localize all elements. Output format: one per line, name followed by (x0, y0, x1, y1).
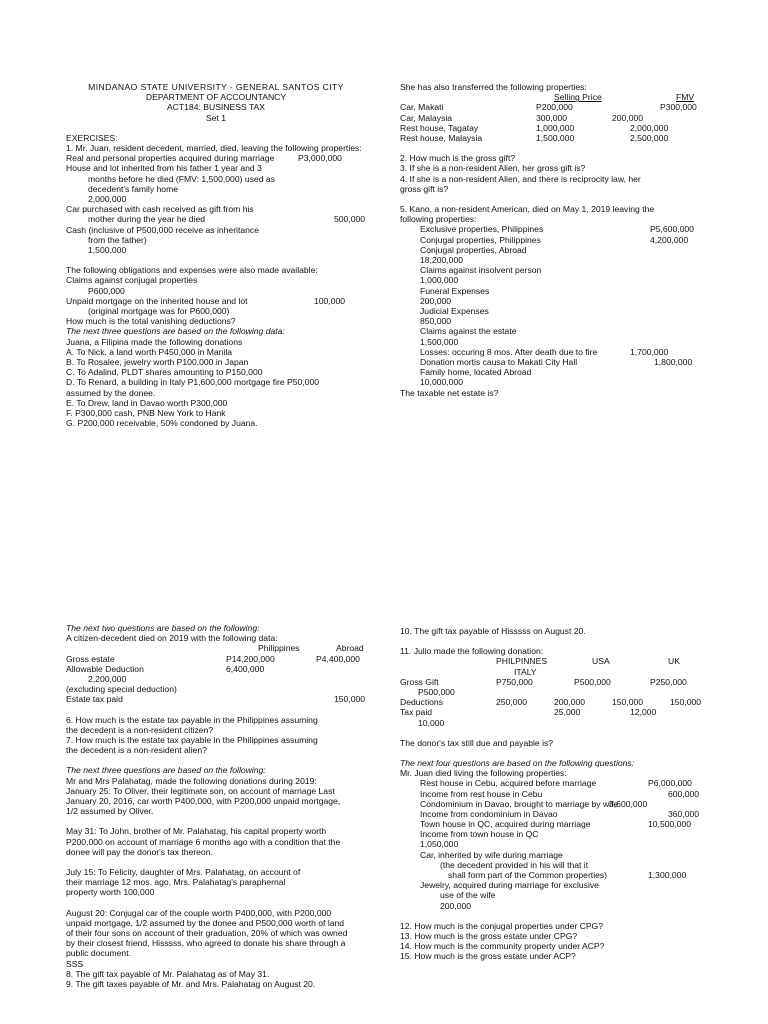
julio-value: 150,000 (612, 697, 644, 708)
kano-label: Losses: occuring 8 mos. After death due to fire (420, 346, 598, 357)
citizen-row (66, 664, 371, 674)
juan2-label: Car, inherited by wife during marriage (420, 849, 563, 860)
kano-value: P5,600,000 (650, 224, 694, 235)
q1-p4-line: Cash (inclusive of P500,000 receive as inheritance (66, 224, 259, 235)
q1-p1-value: P3,000,000 (298, 153, 342, 164)
julio-uk-header: UK (668, 656, 680, 667)
palahatag-paragraph: of their four sons on account of their graduation, 20% of which was owned (66, 928, 348, 939)
kano-label: Claims against the estate (420, 326, 517, 337)
palahatag-paragraph: P200,000 on account of marriage 6 months ago with a condition that the (66, 836, 341, 847)
palahatag-paragraph: August 20: Conjugal car of the couple worth P400,000, with P200,000 (66, 907, 332, 918)
palahatag-paragraph: their marriage 12 mos. ago, Mrs. Palahatag's paraphernal (66, 877, 286, 888)
kano-value: 850,000 (420, 316, 452, 327)
julio-italy-header: ITALY (514, 666, 537, 677)
kano-label: Conjugal properties, Philippines (420, 234, 541, 245)
transfer-label: Rest house, Malaysia (400, 132, 483, 143)
transfer-selling-price: P200,000 (536, 102, 573, 113)
citizen-line: A citizen-decedent died on 2019 with the following data: (66, 633, 278, 644)
julio-question: The donor's tax still due and payable is? (400, 737, 554, 748)
course-title: ACT184: BUSINESS TAX (166, 102, 266, 113)
sss-text: SSS (66, 958, 84, 969)
julio-row (400, 697, 712, 707)
citizen-row (66, 654, 371, 664)
citizen-label: Estate tax paid (66, 694, 123, 705)
transfer-selling-price: 300,000 (536, 112, 568, 123)
julio-intro: 11. Julio made the following donation: (400, 646, 544, 657)
q1-p3-value: 500,000 (334, 214, 366, 225)
juan2-value: 1,300,000 (648, 870, 687, 881)
juan2-value: 360,000 (668, 808, 700, 819)
q1-p4-value: 1,500,000 (88, 245, 127, 256)
question-15: 15. How much is the gross estate under ACP? (400, 951, 576, 962)
palahatag-paragraph: January 25: To Oliver, their legitimate son, on account of marriage Last (66, 785, 335, 796)
kano-intro: 5. Kano, a non-resident American, died on May 1, 2019 leaving the (400, 203, 655, 214)
philippines-header: Philippines (258, 643, 300, 654)
juana-item-g: G. P200,000 receivable, 50% condoned by Juana. (66, 418, 258, 429)
question-12: 12. How much is the conjugal properties under CPG? (400, 920, 604, 931)
julio-row (400, 677, 712, 687)
q1-o1-value: P600,000 (88, 285, 125, 296)
juan2-value: 1,050,000 (420, 839, 459, 850)
juan2-row (400, 799, 712, 809)
juan2-label: (the decedent provided in his will that it (440, 859, 589, 870)
citizen-abroad-value: P4,400,000 (316, 653, 360, 664)
q1-property-row (66, 153, 366, 163)
kano-label: Judicial Expenses (420, 305, 489, 316)
kano-value: 10,000,000 (420, 377, 464, 388)
juana-item-b: B. To Rosalee, jewelry worth P100,000 in Japan (66, 357, 249, 368)
juan2-label: Condominium in Davao, brought to marriage by wife (420, 798, 619, 809)
q1-p3-line: mother during the year he died (88, 214, 206, 225)
julio-row (400, 707, 712, 717)
julio-row (400, 687, 712, 697)
palahatag-paragraph: May 31: To John, brother of Mr. Palahatag, his capital property worth (66, 826, 327, 837)
kano-label: Family home, located Abroad (420, 367, 532, 378)
kano-row (400, 235, 710, 245)
transfer-fmv: 2,500,000 (630, 132, 669, 143)
juan2-label: shall form part of the Common properties) (448, 870, 608, 881)
set-label: Set 1 (205, 112, 227, 123)
citizen-ph-value: P14,200,000 (226, 653, 275, 664)
julio-ph-header: PHILPINNES (496, 656, 548, 667)
q1-oblig-intro: The following obligations and expenses were also made available: (66, 265, 318, 276)
fmv-header: FMV (676, 92, 695, 103)
abroad-header: Abroad (336, 643, 364, 654)
kano-value: 4,200,000 (650, 234, 689, 245)
citizen-intro (66, 623, 371, 633)
juana-item-a: A. To Nick, a land worth P450,000 in Manila (66, 346, 233, 357)
q1-oblig-row (66, 296, 366, 306)
exercises-heading: EXERCISES: (66, 132, 118, 143)
transfer-fmv: P300,000 (660, 102, 697, 113)
transfer-selling-price: 1,000,000 (536, 122, 575, 133)
top-left-column (66, 82, 366, 428)
kano-value: 1,700,000 (630, 346, 669, 357)
juan2-row (400, 819, 712, 829)
juan2-label: Income from condominium in Davao (420, 808, 558, 819)
transfer-row (400, 113, 710, 123)
q1-question: How much is the total vanishing deductions? (66, 316, 236, 327)
top-right-column (400, 82, 710, 398)
kano-value: 1,800,000 (654, 356, 693, 367)
question-2: 2. How much is the gross gift? (400, 153, 516, 164)
citizen-label: Gross estate (66, 653, 115, 664)
palahatag-paragraph: property worth 100,000 (66, 887, 155, 898)
juan2-value: 10,500,000 (648, 819, 692, 830)
juan2-label: Jewelry, acquired during marriage for exclusive (420, 880, 599, 891)
kano-label: Claims against insolvent person (420, 265, 542, 276)
juan2-value: 3,600,000 (609, 798, 648, 809)
julio-label: Tax paid (400, 707, 433, 718)
university-name: MINDANAO STATE UNIVERSITY - GENERAL SANTOS CITY (88, 82, 344, 92)
q1-p2-line: months before he died (FMV: 1,500,000) used as (88, 173, 275, 184)
juan2-label: Income from rest house in Cebu (420, 788, 543, 799)
julio-value: P250,000 (650, 676, 687, 687)
palahatag-paragraph: 1/2 assumed by Oliver. (66, 806, 154, 817)
q1-intro: 1. Mr. Juan, resident decedent, married, died, leaving the following properties: (66, 143, 362, 154)
julio-value: 200,000 (554, 697, 586, 708)
question-13: 13. How much is the gross estate under CPG? (400, 931, 578, 942)
juana-intro (66, 326, 366, 336)
juan2-row (400, 809, 712, 819)
transfer-row (400, 133, 710, 143)
juan2-row (400, 789, 712, 799)
question-3: 3. If she is a non-resident Alien, her gross gift is? (400, 163, 586, 174)
juan2-line: Mr. Juan died living the following properties: (400, 768, 567, 779)
question-4: 4. If she is a non-resident Alien, and there is reciprocity law, her (400, 173, 641, 184)
juana-intro-text: The next three questions are based on the following data: (66, 326, 285, 337)
julio-row (400, 718, 712, 728)
kano-label: Exclusive properties, Philippines (420, 224, 544, 235)
julio-value: 25,000 (554, 707, 581, 718)
palahatag-paragraph: January 20, 2016, car worth P400,000, with P200,000 unpaid mortgage, (66, 795, 341, 806)
citizen-header-row (66, 643, 371, 653)
julio-usa-header: USA (592, 656, 610, 667)
selling-price-header: Selling Price (554, 92, 602, 103)
juana-item-d: D. To Renard, a building in Italy P1,600,000 mortgage fire P50,000 (66, 377, 320, 388)
question-7: the decedent is a non-resident alien? (66, 745, 207, 756)
kano-row (400, 347, 710, 357)
question-4: gross gift is? (400, 183, 449, 194)
juan2-row (400, 778, 712, 788)
julio-value: P500,000 (574, 676, 611, 687)
transfer-label: Rest house, Tagatay (400, 122, 479, 133)
citizen-abroad-value: 2,200,000 (88, 673, 127, 684)
question-9: 9. The gift taxes payable of Mr. and Mrs. Palahatag on August 20. (66, 979, 316, 990)
bottom-right-column (400, 626, 712, 962)
juana-item-f: F. P300,000 cash, PNB New York to Hank (66, 408, 226, 419)
question-8: 8. The gift tax payable of Mr. Palahatag as of May 31. (66, 968, 270, 979)
q1-p2-value: 2,000,000 (88, 194, 127, 205)
q1-o1-label: Claims against conjugal properties (66, 275, 198, 286)
transfer-row (400, 123, 710, 133)
juan2-value: 200,000 (440, 900, 472, 911)
palahatag-paragraph: Mr and Mrs Palahatag, made the following donations during 2019: (66, 775, 317, 786)
question-6: 6. How much is the estate tax payable in the Philippines assuming (66, 714, 318, 725)
q1-property-row (66, 214, 366, 224)
julio-value: 150,000 (670, 697, 702, 708)
department-name: DEPARTMENT OF ACCOUNTANCY (145, 92, 287, 103)
citizen-ph-value: 6,400,000 (226, 663, 265, 674)
juan2-value: 600,000 (668, 788, 700, 799)
q1-p2-line: decedent's family home (88, 183, 179, 194)
kano-label: Donation mortis causa to Makati City Hall (420, 356, 578, 367)
juan2-label: use of the wife (440, 890, 496, 901)
julio-value: 10,000 (418, 717, 445, 728)
juana-item-c: C. To Adalind, PLDT shares amounting to P150,000 (66, 367, 263, 378)
kano-row (400, 224, 710, 234)
citizen-label: Allowable Deduction (66, 663, 144, 674)
julio-label: Gross Gift (400, 676, 439, 687)
juana-item-d: assumed by the donee. (66, 387, 156, 398)
q1-o2-note: (original mortgage was for P600,000) (88, 306, 230, 317)
question-14: 14. How much is the community property under ACP? (400, 941, 605, 952)
transfers-header-row (400, 92, 710, 102)
juan2-label: Town house in QC, acquired during marriage (420, 819, 591, 830)
kano-intro: following properties: (400, 214, 477, 225)
julio-value: 12,000 (630, 707, 657, 718)
juana-line: Juana, a Filipina made the following donations (66, 336, 243, 347)
kano-value: 1,500,000 (420, 336, 459, 347)
julio-value: 250,000 (496, 697, 528, 708)
palahatag-paragraph: July 15: To Felicity, daughter of Mrs. Palahatag, on account of (66, 867, 301, 877)
kano-value: 200,000 (420, 295, 452, 306)
julio-label: Deductions (400, 697, 443, 708)
transfers-intro: She has also transferred the following properties: (400, 82, 587, 92)
transfer-row (400, 102, 710, 112)
question-7: 7. How much is the estate tax payable in the Philippines assuming (66, 734, 318, 745)
transfer-fmv: 2,000,000 (630, 122, 669, 133)
julio-header-row (400, 656, 712, 666)
kano-label: Conjugal properties, Abroad (420, 244, 527, 255)
juan2-label: Income from town house in QC (420, 829, 539, 840)
juan2-label: Rest house in Cebu, acquired before marriage (420, 778, 597, 789)
q1-o2-value: 100,000 (314, 295, 346, 306)
q1-p2-line: House and lot inherited from his father 1 year and 3 (66, 163, 262, 174)
bottom-left-column (66, 623, 371, 989)
kano-label: Funeral Expenses (420, 285, 490, 296)
citizen-row (66, 694, 371, 704)
transfer-fmv: 200,000 (612, 112, 644, 123)
palahatag-intro-text: The next three questions are based on the following: (66, 765, 266, 776)
citizen-intro-text: The next two questions are based on the following: (66, 623, 260, 633)
palahatag-intro (66, 765, 371, 775)
question-6: the decedent is a non-resident citizen? (66, 724, 214, 735)
citizen-note: (excluding special deduction) (66, 684, 177, 695)
transfer-label: Car, Makati (400, 102, 444, 113)
transfer-label: Car, Malaysia (400, 112, 453, 123)
kano-question: The taxable net estate is? (400, 387, 499, 398)
kano-row (400, 357, 710, 367)
q1-o2-label: Unpaid mortgage on the inherited house and lot (66, 295, 248, 306)
palahatag-paragraph: public document. (66, 948, 131, 959)
juan2-value: P6,000,000 (648, 778, 692, 789)
juan2-intro (400, 758, 712, 768)
question-10: 10. The gift tax payable of Hisssss on August 20. (400, 626, 586, 636)
q1-p4-line: from the father) (88, 234, 147, 245)
palahatag-paragraph: by their closest friend, Hisssss, who agreed to donate his share through a (66, 938, 346, 949)
juan2-row (400, 870, 712, 880)
juana-item-e: E. To Drew, land in Davao worth P300,000 (66, 397, 228, 408)
palahatag-paragraph: donee will pay the donor's tax thereon. (66, 846, 213, 857)
transfer-selling-price: 1,500,000 (536, 132, 575, 143)
citizen-tax-value: 150,000 (334, 694, 366, 705)
julio-value: P750,000 (496, 676, 533, 687)
juan2-intro-text: The next four questions are based on the following questions: (400, 757, 635, 768)
julio-value: P500,000 (418, 686, 455, 697)
kano-value: 1,000,000 (420, 275, 459, 286)
kano-value: 18,200,000 (420, 254, 464, 265)
julio-header-row (400, 667, 712, 677)
q1-p3-line: Car purchased with cash received as gift from his (66, 204, 254, 215)
q1-p1-label: Real and personal properties acquired during marriage (66, 153, 275, 164)
palahatag-paragraph: unpaid mortgage, 1/2 assumed by the donee and P500,000 worth of land (66, 917, 345, 928)
